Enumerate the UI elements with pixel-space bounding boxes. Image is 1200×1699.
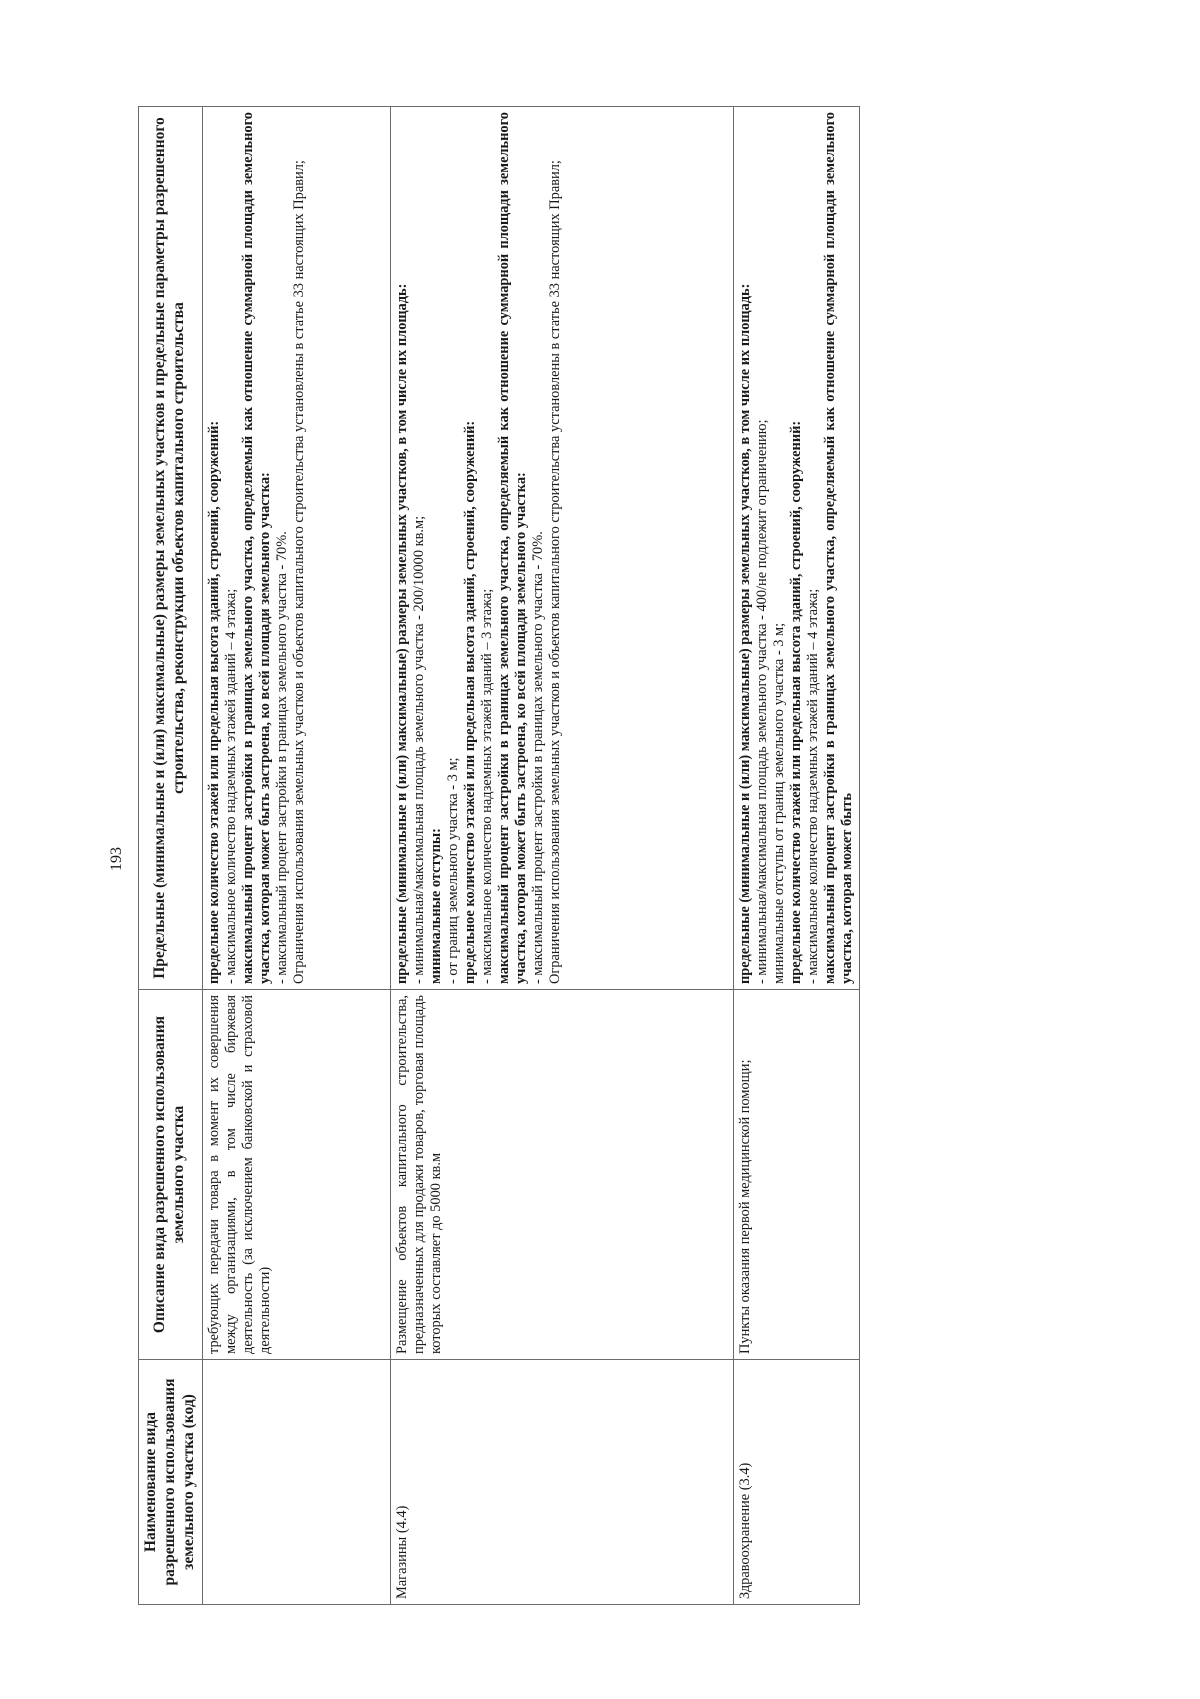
param-line: минимальные отступы: <box>427 828 444 984</box>
param-line: предельное количество этажей или предельная высота зданий, строений, сооружений: <box>461 420 478 984</box>
cell-use-description: требующих передачи товара в момент их совершения между организациями, в том числе биржевая деятельность (за исключением банковской и страховой деятельности) <box>202 990 390 1360</box>
param-line: максимальный процент застройки в границах земельного участка, определяемый как отношение суммарной площади земельного участка, которая может быть застроена, ко всей площади земельного участка: <box>239 112 273 984</box>
cell-use-description: Размещение объектов капитального строительства, предназначенных для продажи товаров, торговая площадь которых составляет до 5000 кв.м <box>390 990 733 1360</box>
regulations-table <box>138 106 860 1605</box>
rotated-page <box>100 107 1110 1605</box>
cell-parameters <box>733 107 859 990</box>
cell-parameters <box>202 107 390 990</box>
table-row <box>390 107 733 1605</box>
param-line: предельное количество этажей или предельная высота зданий, строений, сооружений: <box>205 420 222 984</box>
table-row <box>202 107 390 1605</box>
param-line: максимальный процент застройки в границах земельного участка, определяемый как отношение суммарной площади земельного участка, которая может быть <box>821 112 855 984</box>
cell-use-name: Магазины (4.4) <box>390 1360 733 1605</box>
param-line: предельное количество этажей или предельная высота зданий, строений, сооружений: <box>787 420 804 984</box>
header-parameters: Предельные (минимальные и (или) максимальные) размеры земельных участков и предельные параметры разрешенного строительства, реконструкции объектов капитального строительства <box>139 107 203 990</box>
table-row <box>733 107 859 1605</box>
cell-use-name: Здравоохранение (3.4) <box>733 1360 859 1605</box>
param-line: предельные (минимальные и (или) максимальные) размеры земельных участков, в том числе их площадь: <box>393 283 410 984</box>
param-line: - максимальное количество надземных этажей зданий – 3 этажа; <box>478 588 495 984</box>
param-line: Ограничения использования земельных участков и объектов капитального строительства установлены в статье 33 настоящих Правил; <box>290 160 307 984</box>
param-line: - максимальное количество надземных этажей зданий – 4 этажа; <box>804 588 821 984</box>
table-header-row <box>139 107 203 1605</box>
param-line: - максимальный процент застройки в границах земельного участка - 70%. <box>529 531 546 984</box>
header-use-description: Описание вида разрешенного использования земельного участка <box>139 990 203 1360</box>
cell-use-description: Пункты оказания первой медицинской помощи; <box>733 990 859 1360</box>
param-line: Ограничения использования земельных участков и объектов капитального строительства установлены в статье 33 настоящих Правил; <box>546 160 563 984</box>
param-line: - минимальная/максимальная площадь земельного участка - 400/не подлежит ограничению; <box>753 419 770 984</box>
param-line: минимальные отступы от границ земельного участка - 3 м; <box>770 622 787 984</box>
param-line: максимальный процент застройки в границах земельного участка, определяемый как отношение суммарной площади земельного участка, которая может быть застроена, ко всей площади земельного участка: <box>495 112 529 984</box>
cell-parameters <box>390 107 733 990</box>
header-use-name: Наименование вида разрешенного использования земельного участка (код) <box>139 1360 203 1605</box>
param-line: - минимальная/максимальная площадь земельного участка - 200/10000 кв.м; <box>410 515 427 984</box>
param-line: - от границ земельного участка - 3 м; <box>444 757 461 984</box>
cell-use-name <box>202 1360 390 1605</box>
param-line: - максимальное количество надземных этажей зданий – 4 этажа; <box>222 588 239 984</box>
param-line: - максимальный процент застройки в границах земельного участка - 70%. <box>273 531 290 984</box>
param-line: предельные (минимальные и (или) максимальные) размеры земельных участков, в том числе их площадь: <box>736 283 753 984</box>
page-number: 193 <box>108 847 125 871</box>
